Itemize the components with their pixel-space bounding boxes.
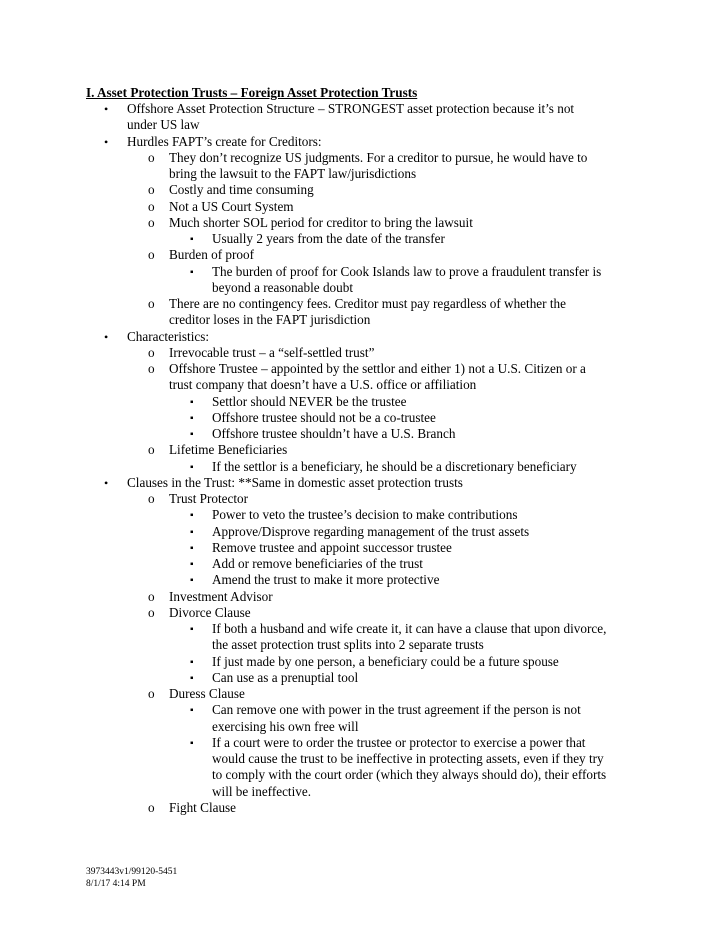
outline-item-text: Investment Advisor xyxy=(169,588,273,604)
outline-item-text: Can remove one with power in the trust agreement if the person is not xyxy=(212,702,581,718)
outline-item-text: Burden of proof xyxy=(169,247,254,263)
outline-item-text: Amend the trust to make it more protective xyxy=(212,572,440,588)
outline-item-text: Costly and time consuming xyxy=(169,182,314,198)
level1-bullet: • xyxy=(104,475,109,490)
outline-item-text: Irrevocable trust – a “self-settled trust” xyxy=(169,344,375,360)
outline-item-text: Characteristics: xyxy=(127,328,210,344)
level2-bullet: o xyxy=(148,686,155,701)
outline-item-text: Lifetime Beneficiaries xyxy=(169,442,288,458)
level3-bullet: ▪ xyxy=(190,672,194,684)
level3-bullet: ▪ xyxy=(190,575,194,587)
outline-item-text: Not a US Court System xyxy=(169,198,294,214)
outline-item-text: They don’t recognize US judgments. For a creditor to pursue, he would have to xyxy=(169,149,588,165)
level2-bullet: o xyxy=(148,247,155,263)
level3-bullet: ▪ xyxy=(190,656,194,668)
outline-item-text: Divorce Clause xyxy=(169,604,251,620)
section-heading: I. Asset Protection Trusts – Foreign Asset Protection Trusts xyxy=(86,85,418,100)
level1-bullet: • xyxy=(104,134,109,149)
level3-bullet: ▪ xyxy=(190,559,194,570)
outline-item-text: If both a husband and wife create it, it can have a clause that upon divorce, xyxy=(212,621,607,636)
outline-item-text: the asset protection trust splits into 2 separate trusts xyxy=(212,637,484,653)
level2-bullet: o xyxy=(148,214,155,230)
outline-item-text: Offshore trustee should not be a co-trustee xyxy=(212,409,436,425)
level2-bullet: o xyxy=(148,442,155,458)
outline-item-text: Remove trustee and appoint successor trustee xyxy=(212,539,452,555)
outline-item-text: Settlor should NEVER be the trustee xyxy=(212,393,407,409)
outline-item-text: If the settlor is a beneficiary, he should be a discretionary beneficiary xyxy=(212,458,577,474)
level3-bullet: ▪ xyxy=(190,429,194,440)
outline-item-text: Hurdles FAPT’s create for Creditors: xyxy=(127,133,322,149)
level3-bullet: ▪ xyxy=(190,526,194,538)
outline-item-text: Add or remove beneficiaries of the trust xyxy=(212,556,423,571)
outline-item-text: Approve/Disprove regarding management of the trust assets xyxy=(212,523,530,539)
document-footer xyxy=(86,866,177,890)
level3-bullet: ▪ xyxy=(190,510,194,522)
outline-item-text: Offshore Asset Protection Structure – STRONGEST asset protection because it’s not xyxy=(127,101,575,116)
level3-bullet: ▪ xyxy=(190,542,194,554)
level1-bullet: • xyxy=(104,329,109,344)
footer-doc-id: 3973443v1/99120-5451 xyxy=(86,867,178,877)
outline-item-text: Fight Clause xyxy=(169,799,237,815)
outline-item-text: If a court were to order the trustee or protector to exercise a power that xyxy=(212,734,586,750)
footer-datetime: 8/1/17 4:14 PM xyxy=(86,879,146,889)
outline-item-text: Can use as a prenuptial tool xyxy=(212,669,359,685)
level2-bullet: o xyxy=(148,491,155,506)
outline-item-text: If just made by one person, a beneficiary could be a future spouse xyxy=(212,653,559,669)
outline-item-text: Much shorter SOL period for creditor to bring the lawsuit xyxy=(169,214,473,230)
outline-item-text: would cause the trust to be ineffective in protecting assets, even if they try xyxy=(212,751,604,766)
outline-item-text: The burden of proof for Cook Islands law to prove a fraudulent transfer is xyxy=(212,263,602,279)
level3-bullet: ▪ xyxy=(190,396,194,408)
level3-bullet: ▪ xyxy=(190,461,194,473)
level2-bullet: o xyxy=(148,198,155,214)
level3-bullet: ▪ xyxy=(190,234,194,245)
outline-item-text: trust company that doesn’t have a U.S. office or affiliation xyxy=(169,377,477,393)
outline-item-text: to comply with the court order (which they always should do), their efforts xyxy=(212,767,607,783)
outline-item-text: Power to veto the trustee’s decision to make contributions xyxy=(212,507,518,523)
level1-bullet: • xyxy=(104,102,109,116)
level2-bullet: o xyxy=(148,149,155,165)
level3-bullet: ▪ xyxy=(190,412,194,424)
outline-item-text: Usually 2 years from the date of the transfer xyxy=(212,231,445,246)
outline-item-text: Trust Protector xyxy=(169,491,249,506)
outline-item-text: creditor loses in the FAPT jurisdiction xyxy=(169,312,371,328)
outline-item-text: Clauses in the Trust: **Same in domestic asset protection trusts xyxy=(127,474,463,490)
level3-bullet: ▪ xyxy=(190,737,194,749)
outline-item-text: There are no contingency fees. Creditor must pay regardless of whether the xyxy=(169,296,566,311)
outline-item-text: Offshore Trustee – appointed by the settlor and either 1) not a U.S. Citizen or a xyxy=(169,361,586,376)
outline-item-text: will be ineffective. xyxy=(212,783,311,799)
level2-bullet: o xyxy=(148,361,155,376)
outline-item-text: Offshore trustee shouldn’t have a U.S. Branch xyxy=(212,426,456,441)
outline-item-text: Duress Clause xyxy=(169,686,245,701)
level2-bullet: o xyxy=(148,588,155,604)
outline-item-text: bring the lawsuit to the FAPT law/jurisdictions xyxy=(169,166,417,181)
level2-bullet: o xyxy=(148,604,155,620)
outline-item-text: under US law xyxy=(127,117,200,133)
outline-item-text: beyond a reasonable doubt xyxy=(212,279,353,295)
level2-bullet: o xyxy=(148,344,155,360)
level2-bullet: o xyxy=(148,799,155,815)
level3-bullet: ▪ xyxy=(190,266,194,278)
level3-bullet: ▪ xyxy=(190,624,194,635)
level2-bullet: o xyxy=(148,296,155,311)
level3-bullet: ▪ xyxy=(190,705,194,717)
outline-item-text: exercising his own free will xyxy=(212,718,359,734)
level2-bullet: o xyxy=(148,182,155,198)
